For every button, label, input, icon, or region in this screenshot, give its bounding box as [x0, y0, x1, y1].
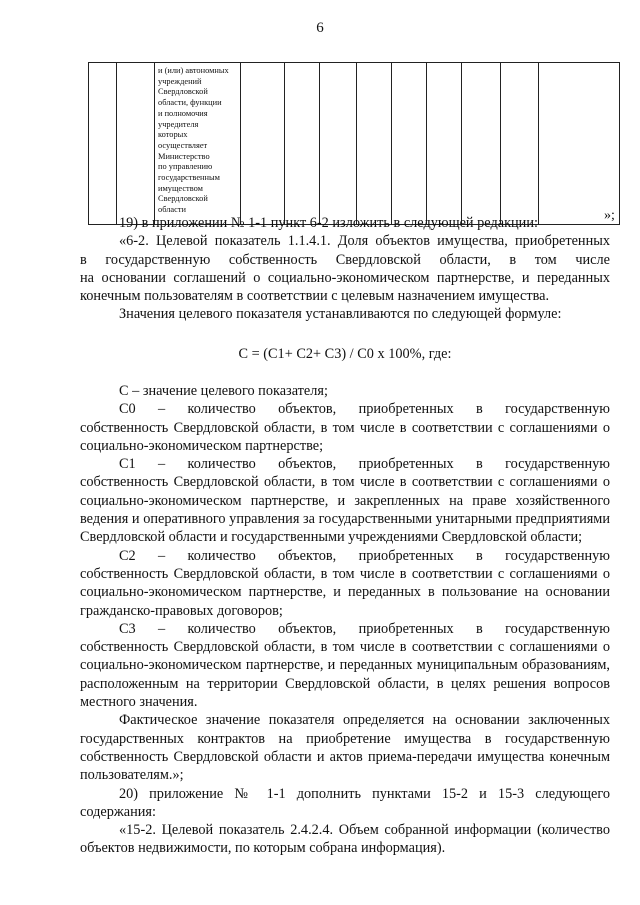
table-closing-quote: »; [604, 208, 615, 223]
cell-line: которых [158, 130, 188, 140]
definitions [80, 382, 610, 858]
cell-line: учреждений [158, 76, 202, 86]
table-cell [320, 63, 357, 225]
formula-intro: Значения целевого показателя устанавливаются по следующей формуле: [119, 306, 562, 323]
cell-line: области [158, 205, 186, 215]
paragraph-20: 20) приложение № 1-1 дополнить пунктами 15-2 и 15-3 следующего содержания: [80, 785, 610, 820]
cell-line: учредителя [158, 119, 199, 129]
table-cell [357, 63, 392, 225]
definition-c0-rest: собственность Свердловской области, в том числе в соответствии с соглашениями о социально-экономическом партнерстве; [80, 419, 610, 454]
paragraph-6-2-line-1: «6-2. Целевой показатель 1.1.4.1. Доля объектов имущества, приобретенных [119, 233, 610, 250]
cell-line: и полномочия [158, 108, 208, 118]
table-cell-owner [155, 63, 241, 225]
definition-c3-rest: собственность Свердловской области, в том числе в соответствии с соглашениями о социально-экономическом партнерстве, и переданных муниципальным образованиям, расположенным на территории Свердловской области, в целях решения вопросов местного значения. [80, 639, 610, 711]
definition-c: C – значение целевого показателя; [119, 383, 328, 399]
cell-line: государственным [158, 173, 220, 183]
amendment-19 [80, 214, 610, 324]
definition-c2-rest: собственность Свердловской области, в том числе в соответствии с соглашениями о социально-экономическом партнерстве, и переданных в пользование на основании гражданско-правовых договоров; [80, 565, 610, 619]
table-cell [241, 63, 285, 225]
fact-value-paragraph: Фактическое значение показателя определяется на основании заключенных государственных контрактов на приобретение имущества в государственную собственность Свердловской области и актов приема-передачи имущества конечным пользователям.»; [80, 712, 610, 784]
table-cell [285, 63, 320, 225]
cell-line: и (или) автономных [158, 66, 229, 75]
table-cell [539, 63, 620, 225]
table-cell [501, 63, 539, 225]
definition-c0-line-1: C0 – количество объектов, приобретенных в государственную [119, 401, 610, 418]
paragraph-6-2-line-2: в государственную собственность Свердловской области, в том числе [80, 251, 610, 268]
cell-line: Свердловской [158, 194, 208, 204]
table-cell [427, 63, 462, 225]
formula: C = (C1+ C2+ C3) / C0 x 100%, где: [238, 346, 452, 362]
table-cell [392, 63, 427, 225]
table-cell [89, 63, 117, 225]
definition-c3-line-1: C3 – количество объектов, приобретенных в государственную [119, 620, 610, 637]
paragraph-6-2-rest: на основании соглашений о социально-экономическом партнерстве, и переданных конечным пользователям в соответствии с целевым назначением имущества. [80, 269, 610, 305]
definition-c2-line-1: C2 – количество объектов, приобретенных в государственную [119, 547, 610, 564]
page-number: 6 [316, 20, 324, 36]
paragraph-19: 19) в приложении № 1-1 пункт 6-2 изложить в следующей редакции: [119, 215, 538, 231]
definition-c1-line-1: C1 – количество объектов, приобретенных в государственную [119, 456, 610, 473]
paragraph-15-2: «15-2. Целевой показатель 2.4.2.4. Объем собранной информации (количество объектов недвижимости, по которым собрана информация). [80, 822, 610, 857]
definition-c1-rest: собственность Свердловской области, в том числе в соответствии с соглашениями о социально-экономическом партнерстве, и закрепленных на праве хозяйственного ведения и оперативного управления за государственными унитарными предприятиями Свердловской области и государственными учреждениями Свердловской области; [80, 474, 610, 546]
formula-block [80, 345, 610, 363]
cell-line: Министерство [158, 151, 210, 161]
cell-line: области, функции [158, 98, 222, 108]
cell-line: имуществом [158, 183, 203, 193]
cell-line: Свердловской [158, 87, 208, 97]
cell-line: осуществляет [158, 140, 208, 150]
table-cell [462, 63, 501, 225]
table-row [89, 63, 620, 225]
table-fragment [88, 62, 620, 225]
cell-line: по управлению [158, 162, 213, 172]
table-cell [117, 63, 155, 225]
